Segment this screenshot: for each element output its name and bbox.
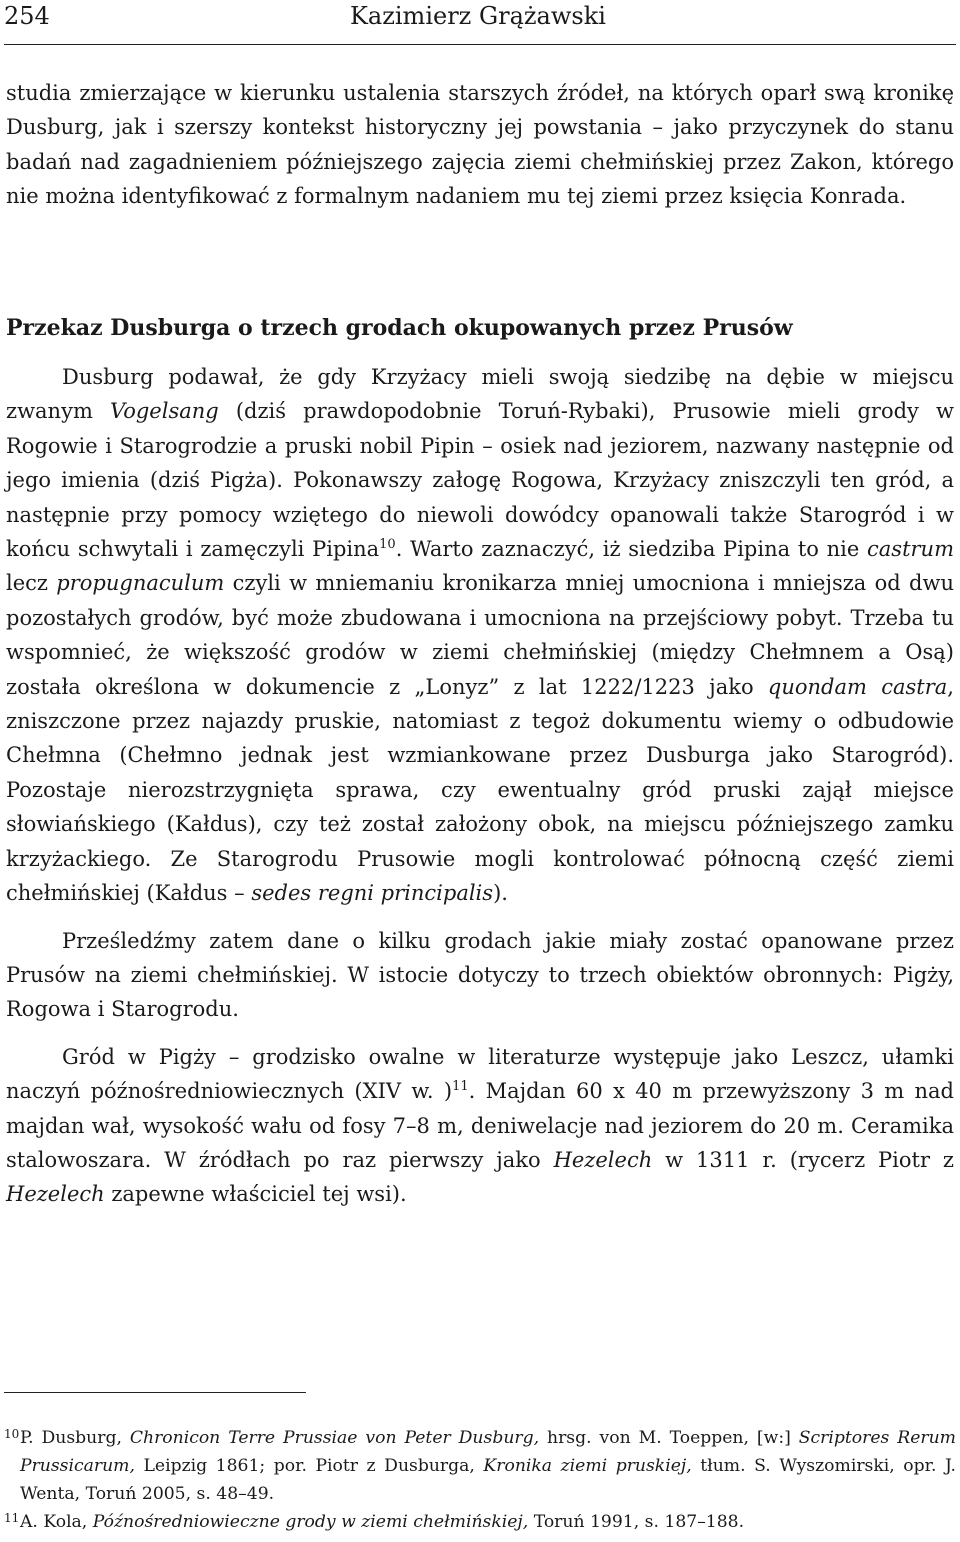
italic-term: sedes regni principalis — [251, 881, 494, 906]
main-text — [6, 360, 954, 1212]
paragraph-dusburg — [6, 360, 954, 911]
italic-title: Kronika ziemi pruskiej, — [483, 1456, 692, 1476]
italic-term: quondam castra — [767, 674, 948, 699]
text-run: ). — [493, 881, 508, 906]
footnote-number: 10 — [4, 1427, 20, 1441]
text-run: . Majdan 60 x 40 m przewyższony 3 m nad majdan wał, wysokość wału od fosy 7–8 m, deniwelacje nad jeziorem do 20 m. Ceramika stalowoszara. W źródłach po raz pierwszy jako — [6, 1079, 954, 1172]
italic-title: Późnośredniowieczne grody w ziemi chełmińskiej, — [92, 1512, 529, 1532]
text-run: (dziś prawdopodobnie Toruń-Rybaki), Prusowie mieli grody w Rogowie i Starogrodzie a pruski nobil Pipin – osiek nad jeziorem, nazwany następnie od jego imienia (dziś Pigża). Pokonawszy załogę Rogowa, Krzyżacy zniszczyli ten gród, a następnie przy pomocy wziętego do niewoli dowódcy opanowali także Starogród i w końcu schwytali i zamęczyli Pipina — [6, 399, 954, 562]
italic-title: Scriptores Rerum Prussicarum, — [20, 1428, 956, 1476]
footnote-reference[interactable]: 10 — [379, 537, 396, 553]
text-run: Leipzig 1861; por. Piotr z Dusburga, — [134, 1456, 484, 1476]
text-run: tłum. S. Wyszomirski, opr. J. Wenta, Toruń 2005, s. 48–49. — [20, 1456, 957, 1504]
italic-term: Hezelech — [553, 1147, 653, 1172]
footnotes — [4, 1424, 956, 1536]
intro-text — [6, 76, 954, 214]
paragraph-pigza — [6, 1040, 954, 1212]
footnote-rule — [4, 1392, 306, 1393]
text-run: lecz — [6, 571, 57, 596]
text-run: , zniszczone przez najazdy pruskie, natomiast z tegoż dokumentu wiemy o odbudowie Chełmna (Chełmno jednak jest wzmiankowane przez Dusburga jako Starogród). Pozostaje nierozstrzygnięta sprawa, czy ewentualny gród pruski zajął miejsce słowiańskiego (Kałdus), czy też został założony obok, na miejscu późniejszego zamku krzyżackiego. Ze Starogrodu Prusowie mogli kontrolować północną część ziemi chełmińskiej (Kałdus – — [6, 674, 954, 906]
italic-term: Hezelech — [6, 1182, 105, 1207]
text-run: Dusburg podawał, że gdy Krzyżacy mieli swoją siedzibę na dębie w miejscu zwanym — [6, 365, 954, 424]
section-heading: Przekaz Dusburga o trzech grodach okupowanych przez Prusów — [6, 315, 793, 341]
running-head-author: Kazimierz Grążawski — [350, 2, 606, 30]
text-run: Gród w Pigży – grodzisko owalne w literaturze występuje jako Leszcz, ułamki naczyń późnośredniowiecznych (XIV w. ) — [6, 1044, 954, 1104]
text-run: zapewne właściciel tej wsi). — [104, 1182, 407, 1207]
text-run: A. Kola, — [20, 1512, 93, 1532]
running-head — [4, 0, 956, 34]
text-run: hrsg. von M. Toeppen, [w:] — [539, 1428, 799, 1448]
italic-term: propugnaculum — [56, 571, 225, 596]
intro-paragraph: studia zmierzające w kierunku ustalenia starszych źródeł, na których oparł swą kronikę Dusburg, jak i szerszy kontekst historyczny jej powstania – jako przyczynek do stanu badań nad zagadnieniem późniejszego zajęcia ziemi chełmińskiej przez Zakon, którego nie można identyfikować z formalnym nadaniem mu tej ziemi przez księcia Konrada. — [6, 81, 954, 209]
text-run: Toruń 1991, s. 187–188. — [528, 1512, 745, 1532]
paragraph-overview: Prześledźmy zatem dane o kilku grodach jakie miały zostać opanowane przez Prusów na ziemi chełmińskiej. W istocie dotyczy to trzech obiektów obronnych: Pigży, Rogowa i Starogrodu. — [6, 928, 954, 1022]
footnote-number: 11 — [4, 1511, 20, 1525]
text-run: . Warto zaznaczyć, iż siedziba Pipina to nie — [395, 537, 868, 562]
italic-term: Vogelsang — [109, 399, 219, 424]
footnote-11 — [4, 1508, 956, 1536]
header-rule — [4, 44, 956, 45]
italic-title: Chronicon Terre Prussiae von Peter Dusburg, — [129, 1428, 540, 1448]
footnote-reference[interactable]: 11 — [452, 1079, 469, 1095]
text-run: czyli w mniemaniu kronikarza mniej umocniona i mniejsza od dwu pozostałych grodów, być może zbudowana i umocniona na przejściowy pobyt. Trzeba tu wspomnieć, że większość grodów w ziemi chełmińskiej (między Chełmnem a Osą) została określona w dokumencie z „Lonyz” z lat 1222/1223 jako — [6, 571, 954, 699]
page-number: 254 — [4, 2, 50, 30]
text-run: P. Dusburg, — [20, 1428, 130, 1448]
italic-term: castrum — [867, 537, 954, 562]
footnote-10 — [4, 1424, 956, 1508]
text-run: w 1311 r. (rycerz Piotr z — [652, 1147, 955, 1172]
